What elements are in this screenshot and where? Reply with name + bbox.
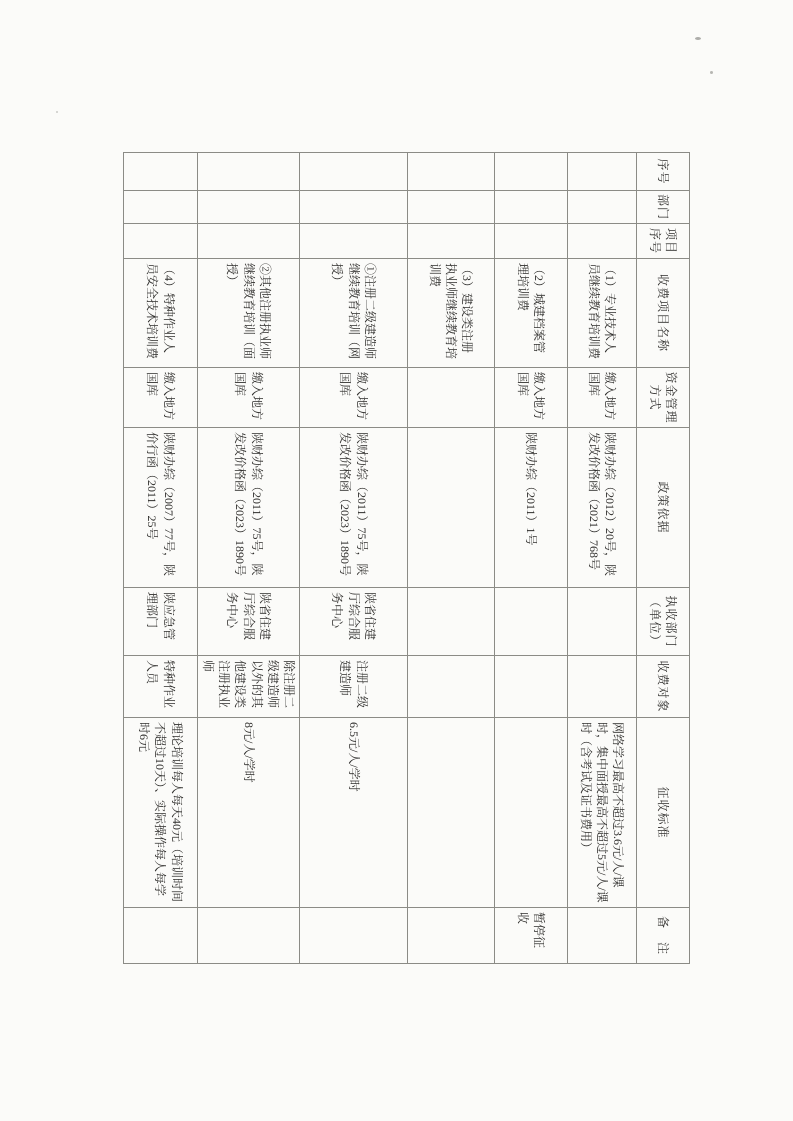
cell (408, 224, 495, 259)
cell-fund-mode: 缴入地方国库 (123, 368, 197, 428)
cell-standard (495, 718, 568, 908)
cell (568, 224, 637, 259)
cell (495, 153, 568, 191)
column-header-zhengshou-biaozhun: 征收标准 (637, 718, 690, 908)
scan-speck (56, 111, 58, 113)
cell-collecting-dept: 陕应急管理部门 (123, 588, 197, 656)
cell-policy-basis: 陕财办综（2012）20号，陕发改价格函（2021）768号 (568, 428, 637, 588)
column-header-beizhu: 备 注 (637, 908, 690, 964)
table-row (408, 153, 495, 964)
cell (300, 224, 408, 259)
rotated-table-wrapper (137, 152, 690, 963)
column-header-xuhao: 序号 (637, 153, 690, 191)
column-header-zhengce-yiju: 政策依据 (637, 428, 690, 588)
cell-payer: 除注册二级建造师以外的其他建设类注册执业师 (197, 656, 299, 718)
cell (197, 153, 299, 191)
cell-remark (408, 908, 495, 964)
cell-payer: 注册二级建造师 (300, 656, 408, 718)
cell (568, 191, 637, 224)
cell-remark (568, 908, 637, 964)
cell-fund-mode: 缴入地方国库 (568, 368, 637, 428)
scan-speck (710, 71, 713, 74)
cell-item-name: ②其他注册执业师继续教育培训（面授） (197, 259, 299, 368)
column-header-zijin-guanli-fangshi: 资金管理方式 (637, 368, 690, 428)
cell-item-name: （1）专业技术人员继续教育培训费 (568, 259, 637, 368)
cell (300, 191, 408, 224)
cell-fund-mode: 缴入地方国库 (495, 368, 568, 428)
cell-item-name: ①注册二级建造师继续教育培训（网授） (300, 259, 408, 368)
table-row (568, 153, 637, 964)
cell-remark: 暂停征收 (495, 908, 568, 964)
cell (123, 224, 197, 259)
cell-remark (197, 908, 299, 964)
cell (408, 153, 495, 191)
cell-standard: 6.5元/人/学时 (300, 718, 408, 908)
cell-item-name: （3）建设类注册执业师继续教育培训费 (408, 259, 495, 368)
cell (495, 224, 568, 259)
column-header-zhishou-bumen: 执收部门（单位） (637, 588, 690, 656)
cell-policy-basis (408, 428, 495, 588)
cell-collecting-dept: 陕省住建厅综合服务中心 (197, 588, 299, 656)
cell-standard (408, 718, 495, 908)
cell (197, 191, 299, 224)
cell-standard: 理论培训每人每天40元（培训时间不超过10天）、实际操作每人每学时6元 (123, 718, 197, 908)
cell-remark (300, 908, 408, 964)
cell (123, 191, 197, 224)
cell-policy-basis: 陕财办综（2011）1号 (495, 428, 568, 588)
cell (408, 191, 495, 224)
cell-collecting-dept: 陕省住建厅综合服务中心 (300, 588, 408, 656)
cell-payer (408, 656, 495, 718)
cell-policy-basis: 陕财办综（2011）75号，陕发改价格函（2023）1890号 (197, 428, 299, 588)
table-row (197, 153, 299, 964)
cell-fund-mode: 缴入地方国库 (300, 368, 408, 428)
cell-collecting-dept (495, 588, 568, 656)
cell (197, 224, 299, 259)
header-row (637, 153, 690, 964)
cell (123, 153, 197, 191)
column-header-xiangmu-xuhao: 项目序号 (637, 224, 690, 259)
table-row (300, 153, 408, 964)
cell-standard: 网络学习最高不超过3.6元/人/课时，集中面授最高不超过5元/人/课时（含考试及证书费用） (568, 718, 637, 908)
fee-items-table (123, 152, 690, 964)
cell-policy-basis: 陕财办综（2007）77号，陕价行函（2011）25号 (123, 428, 197, 588)
cell-standard: 8元/人/学时 (197, 718, 299, 908)
cell-collecting-dept (408, 588, 495, 656)
scan-speck (695, 37, 701, 40)
cell (300, 153, 408, 191)
cell-item-name: （4）特种作业人员安全技术培训费 (123, 259, 197, 368)
column-header-shoufei-xiangmu-mingcheng: 收费项目名称 (637, 259, 690, 368)
column-header-shoufei-duixiang: 收费对象 (637, 656, 690, 718)
cell-item-name: （2）城建档案管理培训费 (495, 259, 568, 368)
cell-remark (123, 908, 197, 964)
column-header-bumen: 部门 (637, 191, 690, 224)
cell-fund-mode: 缴入地方国库 (197, 368, 299, 428)
cell-collecting-dept (568, 588, 637, 656)
table-row (123, 153, 197, 964)
cell (568, 153, 637, 191)
cell-policy-basis: 陕财办综（2011）75号，陕发改价格函（2023）1890号 (300, 428, 408, 588)
table-row (495, 153, 568, 964)
cell-payer (495, 656, 568, 718)
cell-payer: 特种作业人员 (123, 656, 197, 718)
cell-payer (568, 656, 637, 718)
cell (495, 191, 568, 224)
cell-fund-mode (408, 368, 495, 428)
